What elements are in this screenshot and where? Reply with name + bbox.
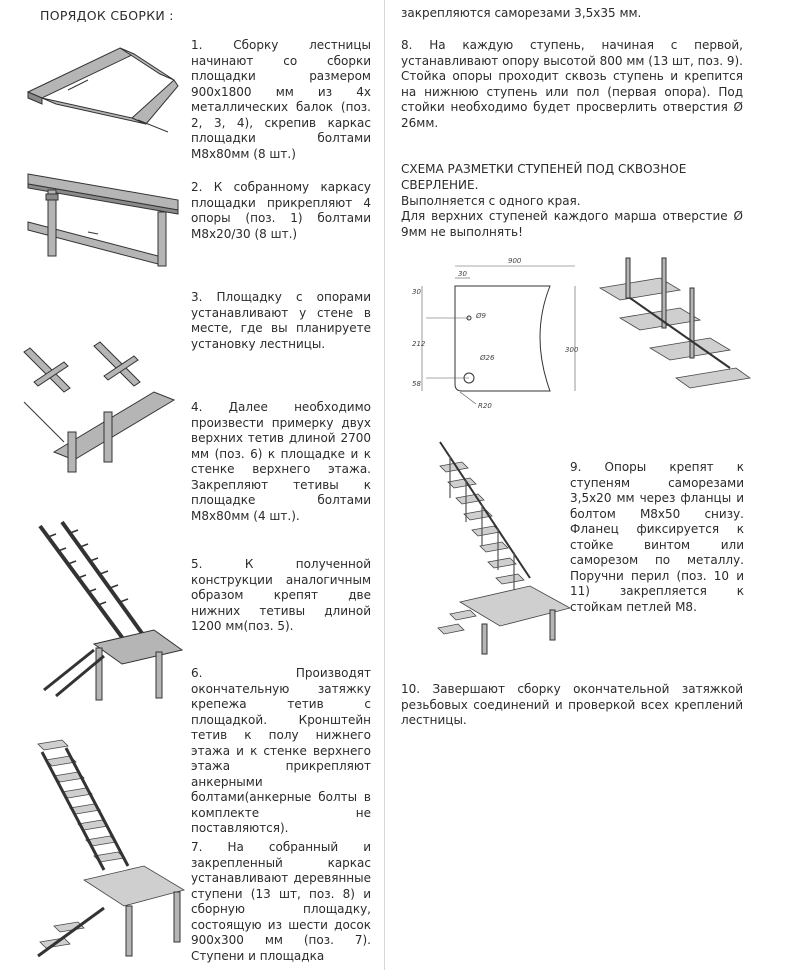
illustration-upper-stringers xyxy=(34,520,184,705)
scheme-title: СХЕМА РАЗМЕТКИ СТУПЕНЕЙ ПОД СКВОЗНОЕ СВЕРЛЕНИЕ. xyxy=(401,162,687,192)
step-1-text: 1. Сборку лестницы начинают со сборки площадки размером 900х1800 мм из 4х металлических балок (поз. 2, 3, 4), скрепив каркас площадки болтами М8х80мм (8 шт.) xyxy=(191,38,371,161)
column-divider xyxy=(384,0,385,970)
step-drilling-scheme-drawing xyxy=(400,256,585,416)
step-5-text: 5. К полученной конструкции аналогичным образом крепят две нижних тетивы длиной 1200 мм(поз. 5). xyxy=(191,557,371,633)
dim-d26: Ø26 xyxy=(480,354,495,362)
illustration-steps-with-posts xyxy=(590,258,750,398)
dim-900: 900 xyxy=(508,257,522,265)
scheme-note-1: Выполняется с одного края. xyxy=(401,194,581,208)
step-10-text: 10. Завершают сборку окончательной затяжкой резьбовых соединений и проверкой всех креплений лестницы. xyxy=(401,682,743,727)
dim-d9: Ø9 xyxy=(476,312,486,320)
step-2-text: 2. К собранному каркасу площадки прикрепляют 4 опоры (поз. 1) болтами М8х20/30 (8 шт.) xyxy=(191,180,371,241)
step-3-text: 3. Площадку с опорами устанавливают у стене в месте, где вы планируете установку лестницы. xyxy=(191,290,371,351)
step-8-text: 8. На каждую ступень, начиная с первой, устанавливают опору высотой 800 мм (13 шт, поз. 9). Стойка опоры проходит сквозь ступень и крепится на нижнюю ступень или пол (первая опора). Под стойки необходимо будет просверлить отверстия Ø 26мм. xyxy=(401,38,743,130)
page-title: ПОРЯДОК СБОРКИ : xyxy=(40,8,174,23)
illustration-frame-supports xyxy=(28,172,183,272)
dim-r20: R20 xyxy=(478,402,492,410)
scheme-note-2: Для верхних ступеней каждого марша отверстие Ø 9мм не выполнять! xyxy=(401,209,743,239)
illustration-steps-installed xyxy=(34,740,184,965)
illustration-platform-frame xyxy=(28,40,178,140)
dim-30-side: 30 xyxy=(412,288,421,296)
step-7-text: 7. На собранный и закрепленный каркас устанавливают деревянные ступени (13 шт, поз. 8) и сборную площадку, состоящую из шести досок 900х300 мм (поз. 7). Ступени и площадка xyxy=(191,840,371,963)
illustration-platform-at-wall xyxy=(24,342,184,477)
dim-58: 58 xyxy=(412,380,421,388)
dim-300: 300 xyxy=(565,346,579,354)
step-4-text: 4. Далее необходимо произвести примерку двух верхних тетив длиной 2700 мм (поз. 6) к площадке и к стенке верхнего этажа. Закрепляют тетивы к площадке болтами М8х80мм (4 шт.). xyxy=(191,400,371,523)
dim-212: 212 xyxy=(412,340,426,348)
step-7-continuation: закрепляются саморезами 3,5х35 мм. xyxy=(401,6,642,20)
step-9-text: 9. Опоры крепят к ступеням саморезами 3,5х20 мм через фланцы и болтом М8х50 снизу. Фланец фиксируется к стойке винтом или саморезом по металлу. Поручни перил (поз. 10 и 11) закрепляется к стойкам петлей М8. xyxy=(570,460,744,614)
step-6-text: 6. Производят окончательную затяжку крепежа тетив с площадкой. Кронштейн тетив к полу нижнего этажа и к стенке верхнего этажа прикрепляют анкерными болтами(анкерные болты в комплекте не поставляются). xyxy=(191,666,371,835)
dim-30-top: 30 xyxy=(458,270,467,278)
illustration-full-staircase xyxy=(400,438,570,658)
